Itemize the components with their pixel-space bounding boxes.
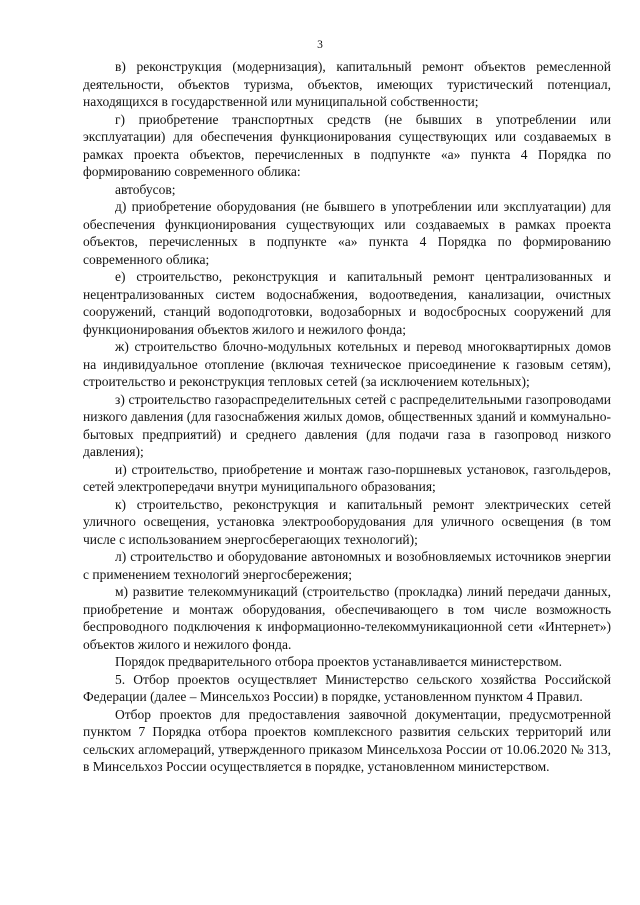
paragraph-m: м) развитие телекоммуникаций (строительство (прокладка) линий передачи данных, приобретение и монтаж оборудования, обеспечивающего в том числе возможность беспроводного подключения к информационно-телекоммуникационной сети «Интернет») объектов жилого и нежилого фонда. [83, 584, 611, 652]
paragraph-d: д) приобретение оборудования (не бывшего в употреблении или эксплуатации) для обеспечения функционирования существующих или создаваемых в рамках проекта объектов, перечисленных в подпункте «а» пункта 4 Порядка по формированию современного облика; [83, 199, 611, 267]
paragraph-zh: ж) строительство блочно-модульных котельных и перевод многоквартирных домов на индивидуальное отопление (включая техническое присоединение к газовым сетям), строительство и реконструкция тепловых сетей (за исключением котельных); [83, 339, 611, 389]
paragraph-k: к) строительство, реконструкция и капитальный ремонт электрических сетей уличного освещения, установка электрооборудования для уличного освещения (в том числе с использованием энергосберегающих технологий); [83, 496, 611, 547]
paragraph-selection-procedure: Порядок предварительного отбора проектов устанавливается министерством. [115, 654, 563, 669]
document-body [83, 58, 611, 776]
paragraph-point-5: 5. Отбор проектов осуществляет Министерство сельского хозяйства Российской Федерации (далее – Минсельхоз России) в порядке, установленном пунктом 4 Правил. [83, 671, 611, 704]
page-number: 3 [317, 39, 323, 51]
paragraph-application-documentation: Отбор проектов для предоставления заявочной документации, предусмотренной пунктом 7 Порядка отбора проектов комплексного развития сельских территорий или сельских агломераций, утвержденного приказом Минсельхоза России от 10.06.2020 № 313, в Минсельхоз России осуществляется в порядке, установленном министерством. [83, 706, 611, 774]
paragraph-e: е) строительство, реконструкция и капитальный ремонт централизованных и нецентрализованных систем водоснабжения, водоотведения, канализации, очистных сооружений, станций водоподготовки, водозаборных и водосбросных сооружений для функционирования объектов жилого и нежилого фонда; [83, 269, 611, 337]
paragraph-z: з) строительство газораспределительных сетей с распределительными газопроводами низкого давления (для газоснабжения жилых домов, общественных зданий и коммунально-бытовых предприятий) и среднего давления (для подачи газа в газопровод низкого давления); [83, 391, 611, 459]
paragraph-i: и) строительство, приобретение и монтаж газо-поршневых установок, газгольдеров, сетей электропередачи внутри муниципального образования; [83, 461, 611, 494]
paragraph-l: л) строительство и оборудование автономных и возобновляемых источников энергии с применением технологий энергосбережения; [83, 549, 611, 582]
paragraph-buses: автобусов; [115, 181, 176, 197]
paragraph-g: г) приобретение транспортных средств (не бывших в употреблении или эксплуатации) для обеспечения функционирования существующих или создаваемых в рамках проекта объектов, перечисленных в подпункте «а» пункта 4 Порядка по формированию современного облика: [83, 111, 611, 179]
paragraph-v: в) реконструкция (модернизация), капитальный ремонт объектов ремесленной деятельности, объектов туризма, объектов, имеющих туристический потенциал, находящихся в государственной или муниципальной собственности; [83, 59, 611, 109]
